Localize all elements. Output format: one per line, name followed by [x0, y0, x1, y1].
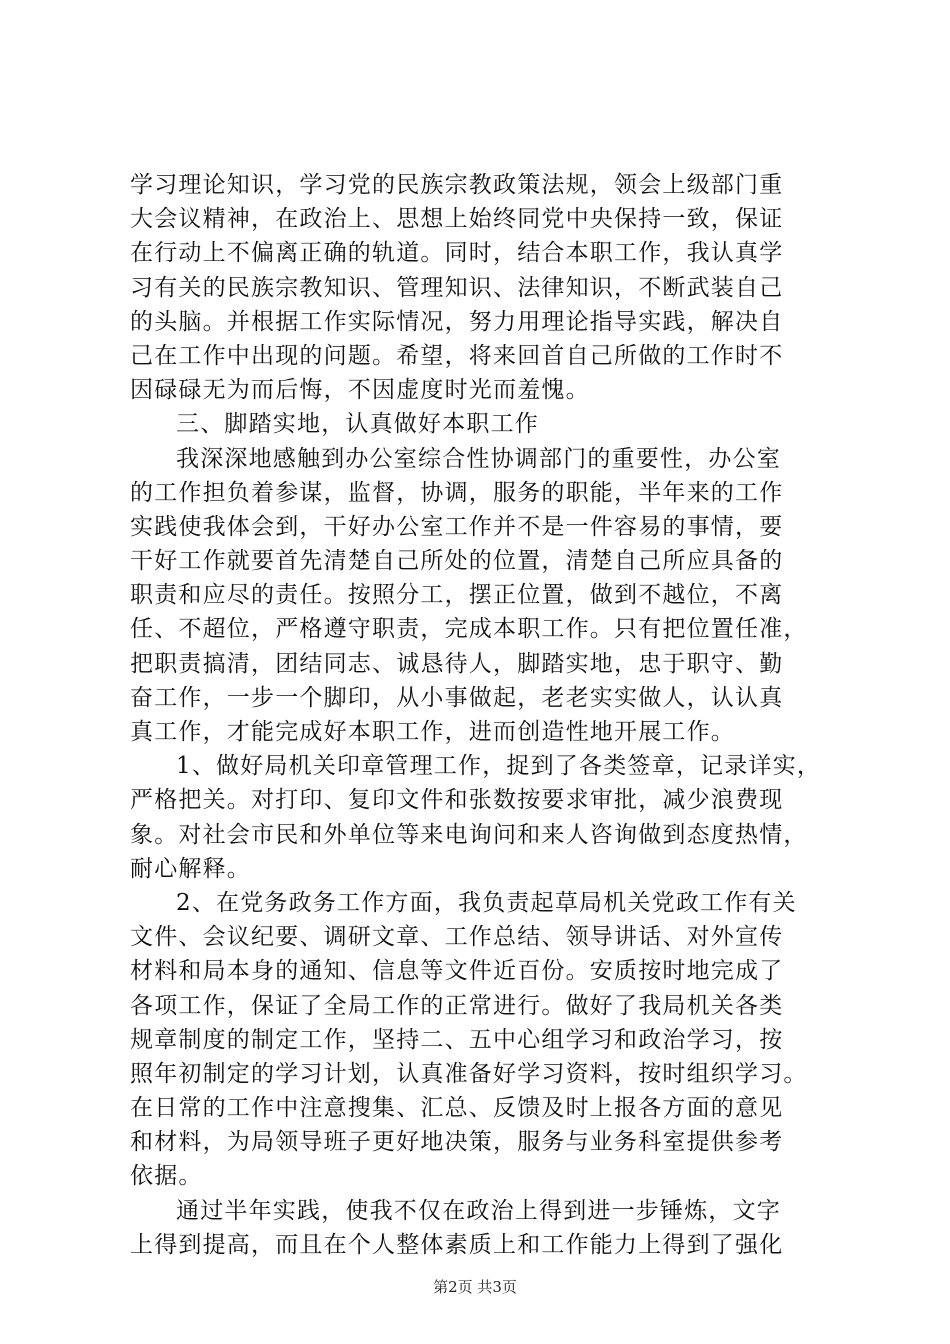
text-line: 大会议精神，在政治上、思想上始终同党中央保持一致，保证 — [130, 206, 784, 233]
text-line: 因碌碌无为而后悔，不因虚度时光而羞愧。 — [130, 377, 590, 404]
text-line: 学习理论知识，学习党的民族宗教政策法规，领会上级部门重 — [130, 172, 784, 198]
text-line: 上得到提高，而且在个人整体素质上和工作能力上得到了强化 — [130, 1231, 784, 1258]
text-line: 奋工作，一步一个脚印，从小事做起，老老实实做人，认认真 — [130, 684, 784, 711]
document-body — [130, 168, 834, 1262]
text-line: 的工作担负着参谋，监督，协调，服务的职能，半年来的工作 — [130, 479, 784, 506]
text-line: 习有关的民族宗教知识、管理知识、法律知识，不断武装自己 — [130, 274, 784, 301]
text-line: 照年初制定的学习计划，认真准备好学习资料，按时组织学习。 — [130, 1060, 808, 1087]
text-line: 己在工作中出现的问题。希望，将来回首自己所做的工作时不 — [130, 342, 784, 369]
text-line: 的头脑。并根据工作实际情况，努力用理论指导实践，解决自 — [130, 308, 784, 335]
text-line: 任、不超位，严格遵守职责，完成本职工作。只有把位置任准， — [130, 616, 808, 643]
text-line: 材料和局本身的通知、信息等文件近百份。安质按时地完成了 — [130, 958, 784, 985]
text-line: 在行动上不偏离正确的轨道。同时，结合本职工作，我认真学 — [130, 240, 784, 267]
page-footer — [0, 1277, 950, 1297]
text-line: 在日常的工作中注意搜集、汇总、反馈及时上报各方面的意见 — [130, 1095, 784, 1122]
text-line: 1、做好局机关印章管理工作，捉到了各类签章，记录详实， — [176, 753, 822, 780]
page-number-label: 第2页 共3页 — [433, 1278, 517, 1296]
text-line: 职责和应尽的责任。按照分工，摆正位置，做到不越位，不离 — [130, 582, 784, 609]
text-line: 规章制度的制定工作，坚持二、五中心组学习和政治学习，按 — [130, 1026, 784, 1053]
text-line: 真工作，才能完成好本职工作，进而创造性地开展工作。 — [130, 719, 735, 745]
text-line: 干好工作就要首先清楚自己所处的位置，清楚自己所应具备的 — [130, 548, 784, 575]
text-line: 依据。 — [130, 1163, 203, 1190]
text-line: 严格把关。对打印、复印文件和张数按要求审批，减少浪费现 — [130, 787, 784, 814]
text-line: 把职责搞清，团结同志、诚恳待人，脚踏实地，忠于职守、勤 — [130, 650, 784, 677]
text-line: 象。对社会市民和外单位等来电询问和来人咨询做到态度热情， — [130, 821, 808, 848]
text-line: 和材料，为局领导班子更好地决策，服务与业务科室提供参考 — [130, 1129, 784, 1156]
text-line: 文件、会议纪要、调研文章、工作总结、领导讲话、对外宣传 — [130, 924, 784, 951]
text-line: 耐心解释。 — [130, 855, 251, 882]
text-line: 各项工作，保证了全局工作的正常进行。做好了我局机关各类 — [130, 992, 784, 1019]
text-line: 我深深地感触到办公室综合性协调部门的重要性，办公室 — [176, 445, 781, 472]
section-heading: 三、脚踏实地，认真做好本职工作 — [176, 411, 539, 438]
text-line: 2、在党务政务工作方面，我负责起草局机关党政工作有关 — [176, 889, 797, 916]
text-line: 通过半年实践，使我不仅在政治上得到进一步锤炼，文字 — [176, 1197, 781, 1224]
text-line: 实践使我体会到，干好办公室工作并不是一件容易的事情，要 — [130, 513, 784, 540]
